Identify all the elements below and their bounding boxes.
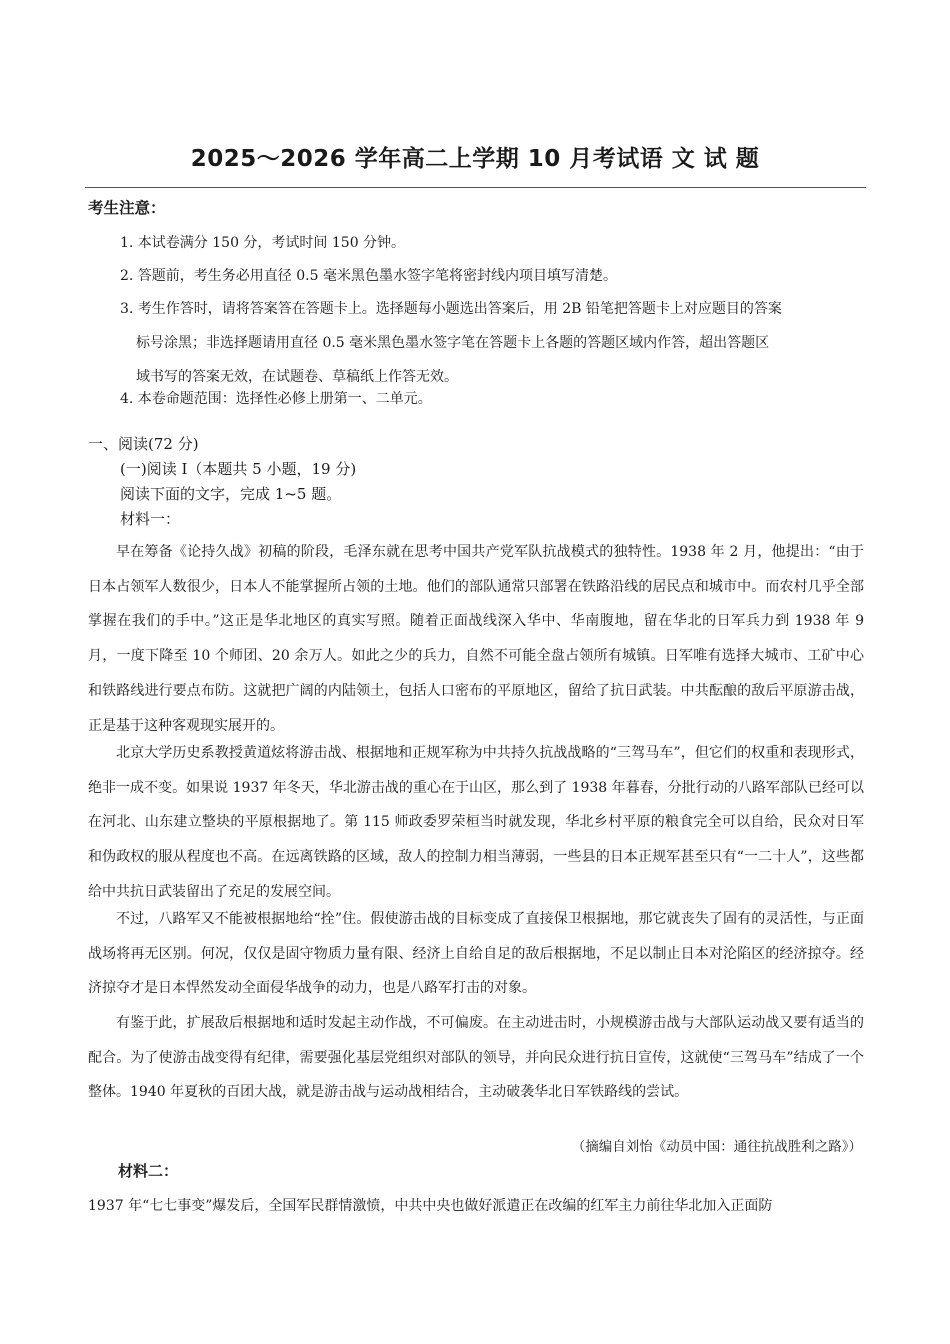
reading-instruction: 阅读下面的文字，完成 1~5 题。 bbox=[120, 485, 342, 503]
material-1-label: 材料一： bbox=[120, 510, 181, 528]
notice-item-3-line-3-start: 域书写 bbox=[136, 369, 178, 385]
notice-item-2: 2. 答题前，考生务必用直径 0.5 毫米黑色墨水签字笔将密封线内项目填写清楚。 bbox=[120, 268, 617, 284]
section-heading: 一、阅读(72 分) bbox=[88, 435, 199, 453]
material-2-paragraph-1: 1937 年“七七事变”爆发后，全国军民群情激愤，中共中央也做好派遣正在改编的红军主力前往华北加入正面防 bbox=[88, 1198, 773, 1214]
notice-item-3-line-3 bbox=[136, 366, 458, 386]
material-2-label: 材料二： bbox=[118, 1162, 179, 1180]
notice-heading: 考生注意： bbox=[88, 199, 166, 217]
material-1-paragraph-3: 不过，八路军又不能被根据地给“拴”住。假使游击战的目标变成了直接保卫根据地，那它就丧失了固有的灵活性，与正面战场将再无区别。何况，仅仅是固守物质力量有限、经济上自给自足的敌后根据地，不足以制止日本对沦陷区的经济掠夺。经济掠夺才是日本悍然发动全面侵华战争的动力，也是八路军打击的对象。 bbox=[88, 911, 864, 997]
notice-item-4: 4. 本卷命题范围：选择性必修上册第一、二单元。 bbox=[120, 391, 432, 407]
title-divider bbox=[85, 187, 866, 188]
notice-item-3-line-2: 标号涂黑；非选择题请用直径 0.5 毫米黑色墨水签字笔在答题卡上各题的答题区域内作答，超出答题区 bbox=[136, 335, 770, 351]
notice-item-3-line-1: 3. 考生作答时，请将答案答在答题卡上。选择题每小题选出答案后，用 2B 铅笔把答题卡上对应题目的答案 bbox=[120, 301, 782, 317]
material-1-source: （摘编自刘怡《动员中国：通往抗战胜利之路》） bbox=[571, 1139, 862, 1155]
notice-item-1: 1. 本试卷满分 150 分，考试时间 150 分钟。 bbox=[120, 235, 406, 251]
subsection-heading: (一)阅读 I（本题共 5 小题，19 分) bbox=[120, 460, 357, 478]
exam-title: 2025～2026 学年高二上学期 10 月考试语 文 试 题 bbox=[190, 146, 760, 172]
material-1-paragraph-4: 有鉴于此，扩展敌后根据地和适时发起主动作战，不可偏废。在主动进击时，小规模游击战与大部队运动战又要有适当的配合。为了使游击战变得有纪律，需要强化基层党组织对部队的领导，并向民众进行抗日宣传，这就使“三驾马车”结成了一个整体。1940 年夏秋的百团大战，就是游击战与运动战相结合，主动破袭华北日军铁路线的尝试。 bbox=[88, 1015, 864, 1101]
notice-item-3-line-3-end: 的答案无效，在试题卷、草稿纸上作答无效。 bbox=[178, 369, 458, 385]
material-1-paragraph-1: 早在筹备《论持久战》初稿的阶段，毛泽东就在思考中国共产党军队抗战模式的独特性。1938 年 2 月，他提出：“由于日本占领军人数很少，日本人不能掌握所占领的土地。他们的部队通常只部署在铁路沿线的居民点和城市中。而农村几乎全部掌握在我们的手中。”这正是华北地区的真实写照。随着正面战线深入华中、华南腹地，留在华北的日军兵力到 1938 年 9 月，一度下降至 10 个师团、20 余万人。如此之少的兵力，自然不可能全盘占领所有城镇。日军唯有选择大城市、工矿中心和铁路线进行要点布防。这就把广阔的内陆领土，包括人口密布的平原地区，留给了抗日武装。中共酝酿的敌后平原游击战，正是基于这种客观现实展开的。 bbox=[88, 544, 864, 734]
material-1-paragraph-2: 北京大学历史系教授黄道炫将游击战、根据地和正规军称为中共持久抗战战略的“三驾马车”，但它们的权重和表现形式，绝非一成不变。如果说 1937 年冬天，华北游击战的重心在于山区，那么到了 1938 年暮春，分批行动的八路军部队已经可以在河北、山东建立整块的平原根据地了。第 115 师政委罗荣桓当时就发现，华北乡村平原的粮食完全可以自给，民众对日军和伪政权的服从程度也不高。在远离铁路的区域，敌人的控制力相当薄弱，一些县的日本正规军甚至只有“一二十人”，这些都给中共抗日武装留出了充足的发展空间。 bbox=[88, 745, 864, 900]
